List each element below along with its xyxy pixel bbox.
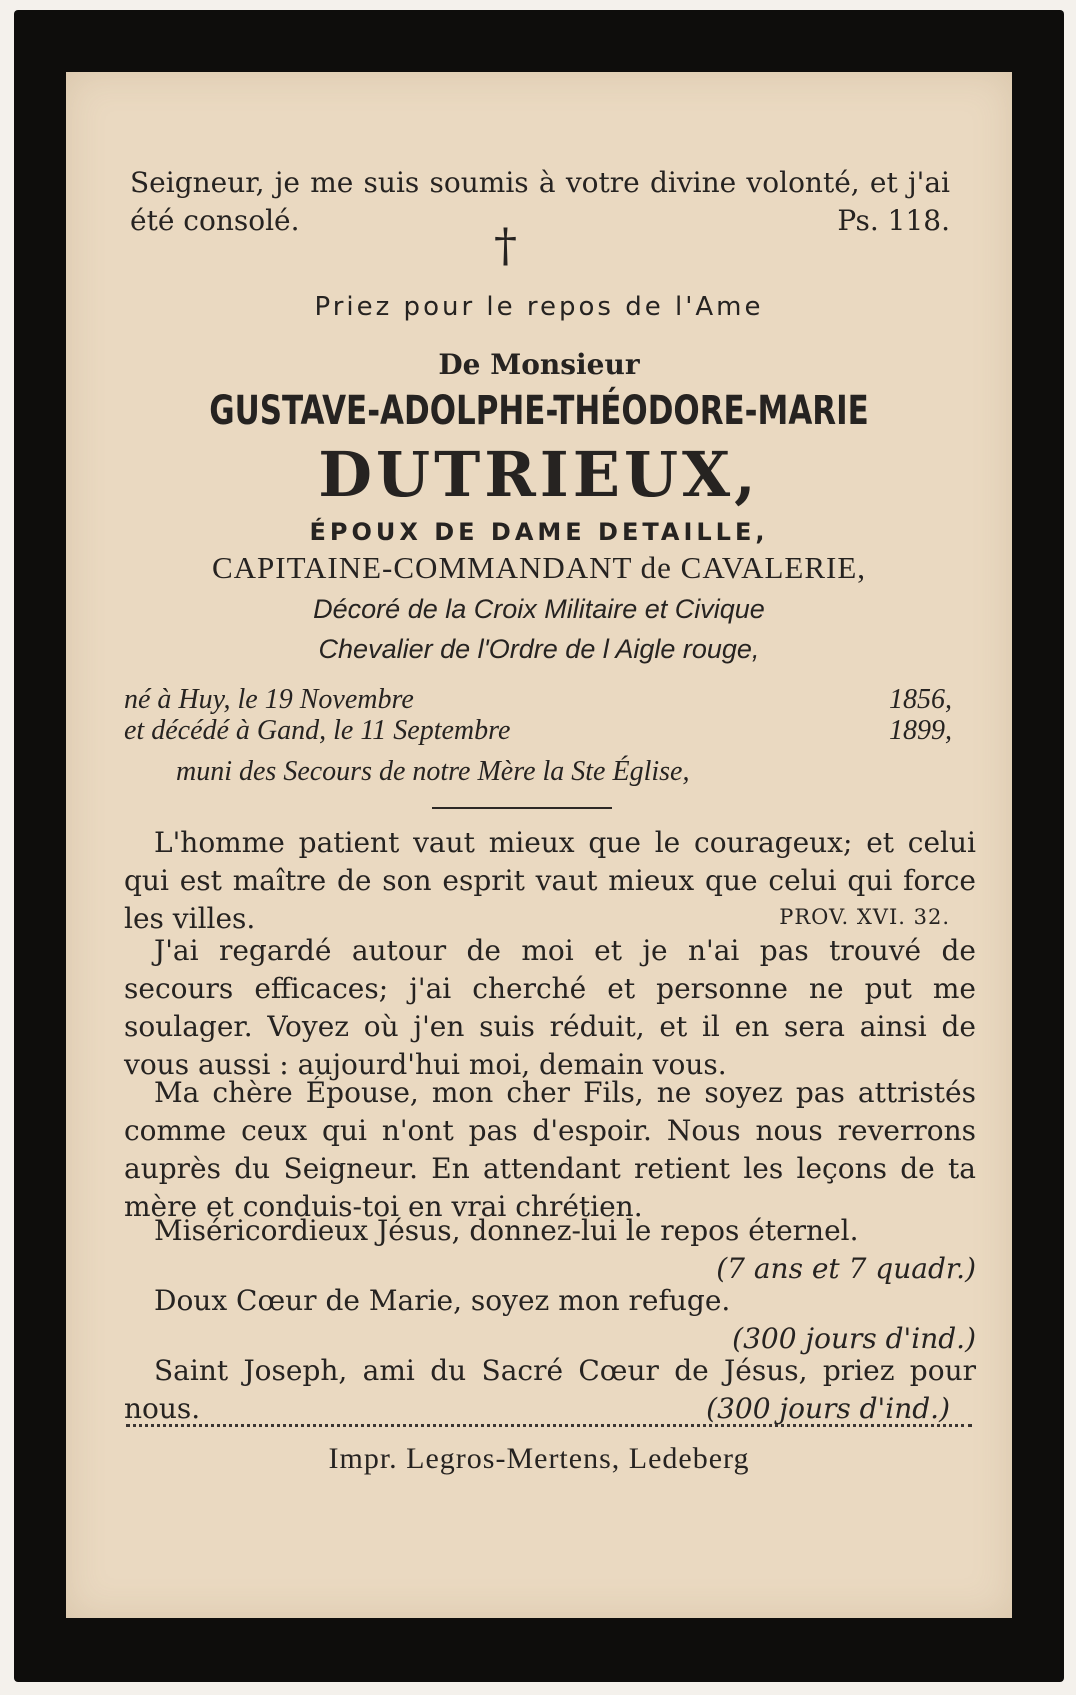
death-year: 1899, [889,715,952,746]
verse-1-text: L'homme patient vaut mieux que le courageux; et celui qui est maître de son esprit vaut mieux que celui qui force les villes. [124,826,976,935]
prayer-1-indulgence: (7 ans et 7 quadr.) [716,1252,976,1285]
given-names: GUSTAVE-ADOLPHE-THÉODORE-MARIE [209,388,869,434]
verse-2 [124,932,976,1084]
rank-line: CAPITAINE-COMMANDANT de CAVALERIE, [211,550,867,585]
divider [432,807,612,809]
cross-icon: † [494,218,517,272]
epigraph-reference: Ps. 118. [837,204,950,237]
death-text: et décédé à Gand, le 11 Septembre [124,715,511,746]
prayer-2-text: Doux Cœur de Marie, soyez mon refuge. [154,1284,731,1317]
spouse-line: ÉPOUX DE DAME DETAILLE, [309,518,769,546]
memorial-card-paper [66,72,1012,1618]
dotted-divider [126,1424,972,1427]
birth-text: né à Huy, le 19 Novembre [124,684,414,715]
prayer-3-text: Saint Joseph, ami du Sacré Cœur de Jésus, priez pour nous. [124,1354,976,1425]
birth-year: 1856, [889,684,952,715]
prayer-2 [124,1282,976,1358]
memorial-card-border [14,10,1064,1682]
prayer-1-text: Miséricordieux Jésus, donnez-lui le repos éternel. [154,1214,859,1247]
epigraph-text: Seigneur, je me suis soumis à votre divine volonté, et j'ai été consolé. [130,166,950,237]
verse-3-text: Ma chère Épouse, mon cher Fils, ne soyez pas attristés comme ceux qui n'ont pas d'espoir. Nous nous reverrons auprès du Seigneur. En attendant retient les leçons de ta mère et conduis-toi en vrai chrétien. [124,1076,976,1223]
epigraph [130,164,950,240]
verse-3 [124,1074,976,1226]
surname: DUTRIEUX, [318,438,760,511]
pray-for-heading: Priez pour le repos de l'Ame [314,292,764,322]
decoration-line-2: Chevalier de l'Ordre de l Aigle rouge, [318,634,760,664]
monsieur-line: De Monsieur [438,348,640,381]
sacraments-line: muni des Secours de notre Mère la Ste Église, [176,756,690,787]
prayer-3-indulgence: (300 jours d'ind.) [706,1392,950,1425]
prayer-1 [124,1212,976,1288]
prayer-2-indulgence: (300 jours d'ind.) [732,1322,976,1355]
verse-1-reference: PROV. XVI. 32. [779,905,950,929]
printer-imprint: Impr. Legros-Mertens, Ledeberg [328,1442,750,1475]
decoration-line-1: Décoré de la Croix Militaire et Civique [313,594,765,624]
verse-2-text: J'ai regardé autour de moi et je n'ai pas trouvé de secours efficaces; j'ai cherché et personne ne put me soulager. Voyez où j'en suis réduit, et il en sera ainsi de vous aussi : aujourd'hui moi, demain vous. [124,934,976,1081]
